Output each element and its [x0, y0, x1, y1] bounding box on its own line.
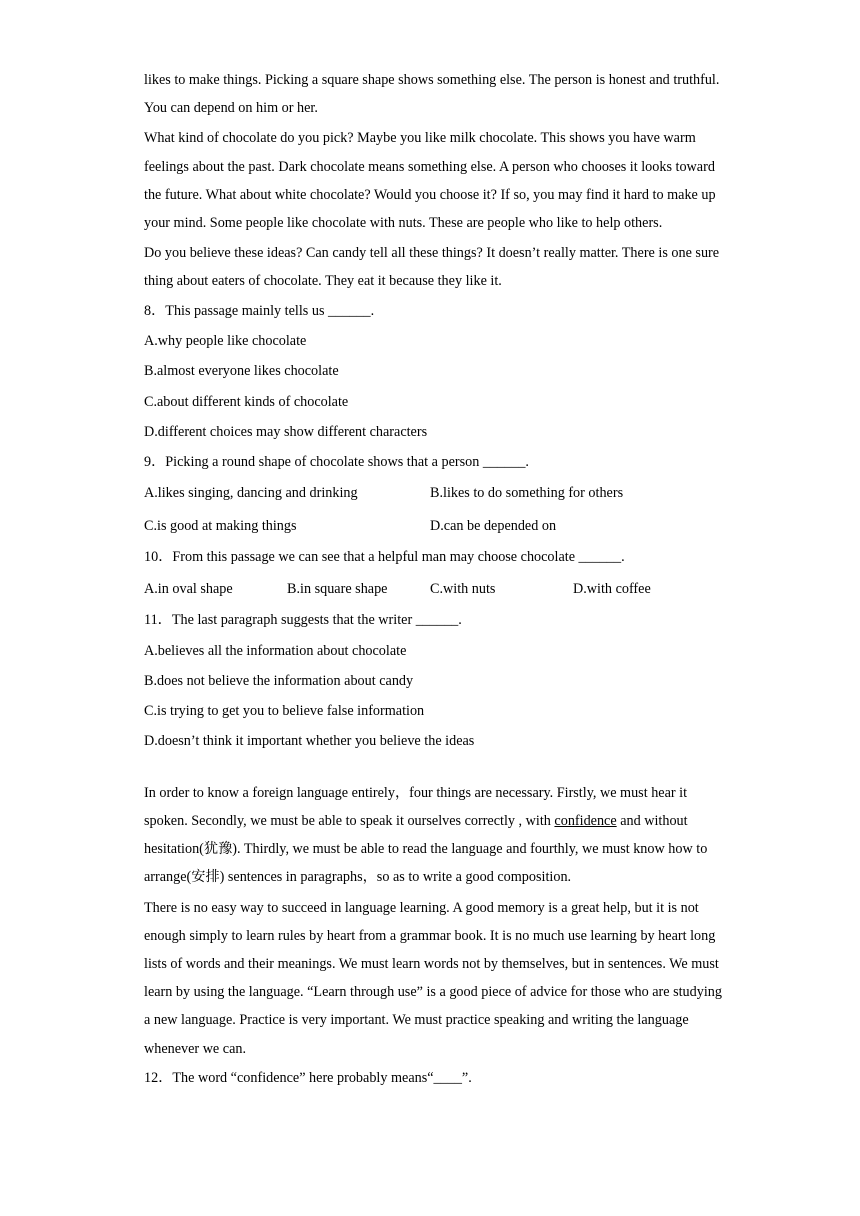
document-page [144, 66, 724, 1093]
question-9-option-a: A.likes singing, dancing and drinking [144, 485, 358, 502]
question-10-options-row [144, 573, 724, 606]
question-11-option-d: D.doesn’t think it important whether you believe the ideas [144, 733, 475, 750]
passage2-paragraph-1 [144, 779, 724, 892]
question-10-option-b: B.in square shape [287, 580, 388, 597]
question-8-stem: 8．This passage mainly tells us ______. [144, 302, 375, 319]
question-9-option-d: D.can be depended on [430, 517, 557, 534]
question-8-option-c: C.about different kinds of chocolate [144, 393, 349, 410]
passage2-paragraph-2: There is no easy way to succeed in language learning. A good memory is a great help, but it is not enough simply to learn rules by heart from a grammar book. It is no much use learning by heart long lists of words and their meanings. We must learn words not by themselves, but in sentences. We must learn by using the language. “Learn through use” is a good piece of advice for those who are studying a new language. Practice is very important. We must practice speaking and writing the language whenever we can. [144, 899, 722, 1057]
question-10-option-d: D.with coffee [573, 580, 651, 597]
question-11-option-a: A.believes all the information about chocolate [144, 642, 407, 659]
question-8-option-b: B.almost everyone likes chocolate [144, 363, 339, 380]
question-10-stem: 10．From this passage we can see that a helpful man may choose chocolate ______. [144, 549, 625, 566]
question-12-stem: 12．The word “confidence” here probably means“____”. [144, 1069, 472, 1086]
question-9-option-c: C.is good at making things [144, 517, 297, 534]
question-9-options-row-2 [144, 510, 724, 543]
question-8-option-d: D.different choices may show different characters [144, 423, 428, 440]
question-9-options-row-1 [144, 477, 724, 510]
question-9-option-b: B.likes to do something for others [430, 485, 624, 502]
question-10-option-c: C.with nuts [430, 580, 496, 597]
passage1-paragraph-2: What kind of chocolate do you pick? Maybe you like milk chocolate. This shows you have warm feelings about the past. Dark chocolate means something else. A person who chooses it looks toward the future. What about white chocolate? Would you choose it? If so, you may find it hard to make up your mind. Some people like chocolate with nuts. These are people who like to help others. [144, 130, 716, 232]
question-11-option-b: B.does not believe the information about candy [144, 672, 414, 689]
question-11-stem: 11．The last paragraph suggests that the writer ______. [144, 612, 462, 629]
underlined-word-confidence: confidence [554, 812, 617, 829]
passage2-paragraph-1-part-2: and without hesitation(犹豫). Thirdly, we must be able to read the language and fourthly, we must know how to arrange(安排) sentences in paragraphs，so as to write a good composition. [144, 812, 708, 886]
passage1-paragraph-1: likes to make things. Picking a square shape shows something else. The person is honest and truthful. You can depend on him or her. [144, 72, 720, 117]
passage1-paragraph-3: Do you believe these ideas? Can candy tell all these things? It doesn’t really matter. There is one sure thing about eaters of chocolate. They eat it because they like it. [144, 245, 720, 290]
question-8-option-a: A.why people like chocolate [144, 332, 307, 349]
question-10-option-a: A.in oval shape [144, 580, 233, 597]
question-9-stem: 9．Picking a round shape of chocolate shows that a person ______. [144, 454, 529, 471]
passage2-paragraph-1-part-1: In order to know a foreign language entirely，four things are necessary. Firstly, we must hear it spoken. Secondly, we must be able to speak it ourselves correctly , with [144, 784, 688, 829]
question-11-option-c: C.is trying to get you to believe false information [144, 703, 425, 720]
